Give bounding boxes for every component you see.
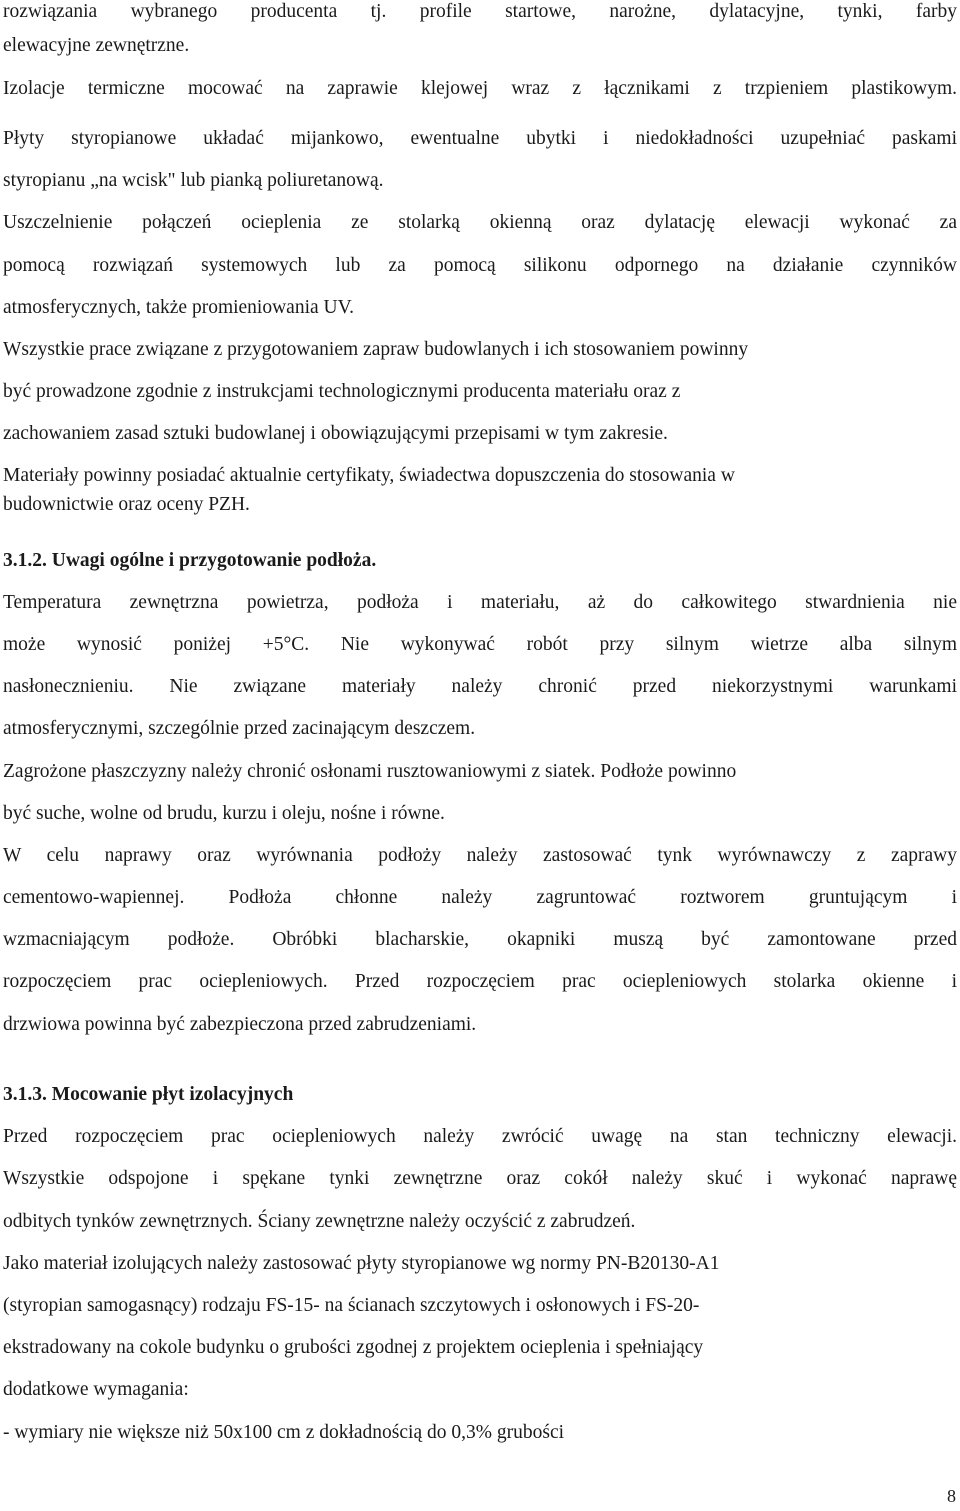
text-line: - wymiary nie większe niż 50x100 cm z dokładnością do 0,3% grubości xyxy=(3,1422,565,1443)
text-line: dodatkowe wymagania: xyxy=(3,1379,189,1400)
text-line: zachowaniem zasad sztuki budowlanej i obowiązującymi przepisami w tym zakresie. xyxy=(3,423,668,444)
text-line: Temperatura zewnętrzna powietrza, podłoża i materiału, aż do całkowitego stwardnienia nie xyxy=(3,592,957,613)
text-line: rozpoczęciem prac ociepleniowych. Przed rozpoczęciem prac ociepleniowych stolarka okienne i xyxy=(3,971,957,992)
text-line: być suche, wolne od brudu, kurzu i oleju, nośne i równe. xyxy=(3,803,445,824)
text-line: styropianu „na wcisk" lub pianką poliuretanową. xyxy=(3,170,384,191)
text-line: atmosferycznymi, szczególnie przed zacinającym deszczem. xyxy=(3,718,476,739)
text-line: Wszystkie prace związane z przygotowaniem zapraw budowlanych i ich stosowaniem powinny xyxy=(3,339,749,360)
text-line: pomocą rozwiązań systemowych lub za pomocą silikonu odpornego na działanie czynników xyxy=(3,255,957,276)
section-heading: 3.1.3. Mocowanie płyt izolacyjnych xyxy=(3,1084,294,1105)
text-line: Zagrożone płaszczyzny należy chronić osłonami rusztowaniowymi z siatek. Podłoże powinno xyxy=(3,761,737,782)
text-line: drzwiowa powinna być zabezpieczona przed zabrudzeniami. xyxy=(3,1014,477,1035)
text-line: nasłonecznieniu. Nie związane materiały należy chronić przed niekorzystnymi warunkami xyxy=(3,676,957,697)
text-line: Wszystkie odspojone i spękane tynki zewnętrzne oraz cokół należy skuć i wykonać naprawę xyxy=(3,1168,957,1189)
text-line: Płyty styropianowe układać mijankowo, ewentualne ubytki i niedokładności uzupełniać paskami xyxy=(3,128,957,149)
text-line: ekstradowany na cokole budynku o grubości zgodnej z projektem ocieplenia i spełniający xyxy=(3,1337,704,1358)
text-line: Jako materiał izolujących należy zastosować płyty styropianowe wg normy PN-B20130-A1 xyxy=(3,1253,720,1274)
text-line: odbitych tynków zewnętrznych. Ściany zewnętrzne należy oczyścić z zabrudzeń. xyxy=(3,1211,636,1232)
text-line: Materiały powinny posiadać aktualnie certyfikaty, świadectwa dopuszczenia do stosowania w xyxy=(3,465,735,486)
section-heading: 3.1.2. Uwagi ogólne i przygotowanie podłoża. xyxy=(3,550,377,571)
text-line: Uszczelnienie połączeń ocieplenia ze stolarką okienną oraz dylatację elewacji wykonać za xyxy=(3,212,957,233)
text-line: Izolacje termiczne mocować na zaprawie klejowej wraz z łącznikami z trzpieniem plastikowym. xyxy=(3,78,957,99)
text-line: cementowo-wapiennej. Podłoża chłonne należy zagruntować roztworem gruntującym i xyxy=(3,887,957,908)
text-line: W celu naprawy oraz wyrównania podłoży należy zastosować tynk wyrównawczy z zaprawy xyxy=(3,845,957,866)
page-number: 8 xyxy=(947,1486,956,1506)
text-line: elewacyjne zewnętrzne. xyxy=(3,35,190,56)
text-line: budownictwie oraz oceny PZH. xyxy=(3,494,250,515)
text-line: być prowadzone zgodnie z instrukcjami technologicznymi producenta materiału oraz z xyxy=(3,381,681,402)
text-line: rozwiązania wybranego producenta tj. profile startowe, narożne, dylatacyjne, tynki, farby xyxy=(3,1,957,22)
text-line: (styropian samogasnący) rodzaju FS-15- na ścianach szczytowych i osłonowych i FS-20- xyxy=(3,1295,700,1316)
text-line: może wynosić poniżej +5°C. Nie wykonywać robót przy silnym wietrze alba silnym xyxy=(3,634,957,655)
text-line: atmosferycznych, także promieniowania UV. xyxy=(3,297,355,318)
text-line: Przed rozpoczęciem prac ociepleniowych należy zwrócić uwagę na stan techniczny elewacji. xyxy=(3,1126,957,1147)
text-line: wzmacniającym podłoże. Obróbki blacharskie, okapniki muszą być zamontowane przed xyxy=(3,929,957,950)
